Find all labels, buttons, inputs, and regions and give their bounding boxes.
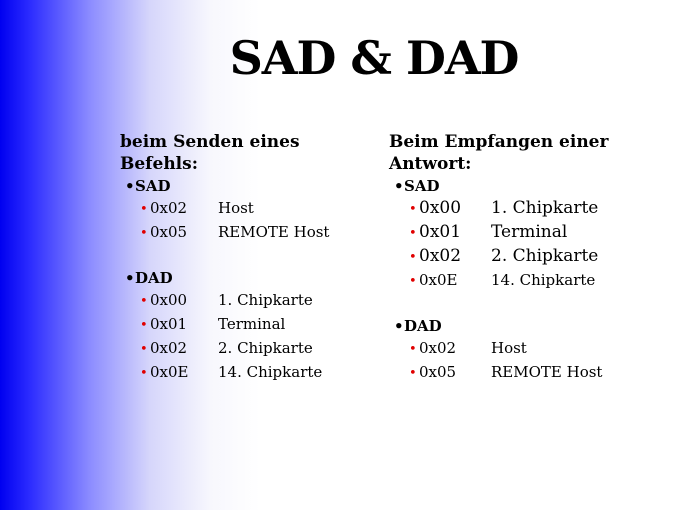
bullet-icon: •	[394, 317, 404, 335]
receiving-dad-label: •DAD	[394, 317, 442, 335]
address-description: 14. Chipkarte	[491, 271, 596, 289]
bullet-icon: •	[409, 342, 417, 357]
bullet-icon: •	[140, 202, 148, 217]
address-description: REMOTE Host	[218, 223, 330, 241]
address-code: 0x05	[150, 223, 188, 241]
list-item	[409, 197, 669, 221]
receiving-column	[389, 131, 669, 385]
sending-heading-line1: beim Senden eines	[120, 132, 300, 152]
list-item	[140, 361, 380, 385]
sending-sad-label: •SAD	[125, 177, 171, 195]
address-code: 0x05	[419, 363, 457, 381]
sending-dad-label: •DAD	[125, 269, 173, 287]
sending-column	[120, 131, 380, 385]
address-code: 0x00	[419, 198, 462, 218]
list-item	[140, 337, 380, 361]
address-code: 0x01	[150, 315, 188, 333]
address-description: Terminal	[218, 315, 286, 333]
list-item	[409, 361, 669, 385]
address-code: 0x02	[419, 246, 462, 266]
address-code: 0x0E	[150, 363, 189, 381]
address-code: 0x00	[150, 291, 188, 309]
address-code: 0x0E	[419, 271, 458, 289]
bullet-icon: •	[140, 318, 148, 333]
bullet-icon: •	[125, 269, 135, 287]
address-description: REMOTE Host	[491, 363, 603, 381]
spacer	[389, 293, 669, 315]
list-item	[409, 269, 669, 293]
receiving-heading-line2: Antwort:	[389, 154, 472, 174]
address-code: 0x02	[419, 339, 457, 357]
spacer	[120, 245, 380, 267]
bullet-icon: •	[125, 177, 135, 195]
bullet-icon: •	[140, 226, 148, 241]
list-item	[409, 245, 669, 269]
list-item	[409, 337, 669, 361]
address-description: 1. Chipkarte	[218, 291, 313, 309]
address-code: 0x01	[419, 222, 462, 242]
address-description: Host	[218, 199, 254, 217]
list-item	[140, 289, 380, 313]
receiving-sad-label: •SAD	[394, 177, 440, 195]
slide-title: SAD & DAD	[229, 31, 519, 85]
bullet-icon: •	[140, 294, 148, 309]
sending-heading-line2: Befehls:	[120, 154, 198, 174]
bullet-icon: •	[409, 274, 417, 289]
bullet-icon: •	[140, 366, 148, 381]
bullet-icon: •	[409, 226, 417, 241]
address-description: Host	[491, 339, 527, 357]
list-item	[140, 221, 380, 245]
address-description: 14. Chipkarte	[218, 363, 323, 381]
bullet-icon: •	[394, 177, 404, 195]
address-code: 0x02	[150, 339, 188, 357]
address-description: 2. Chipkarte	[491, 246, 599, 266]
list-item	[140, 313, 380, 337]
bullet-icon: •	[409, 250, 417, 265]
bullet-icon: •	[409, 202, 417, 217]
address-code: 0x02	[150, 199, 188, 217]
address-description: 1. Chipkarte	[491, 198, 599, 218]
bullet-icon: •	[140, 342, 148, 357]
address-description: 2. Chipkarte	[218, 339, 313, 357]
list-item	[140, 197, 380, 221]
list-item	[409, 221, 669, 245]
receiving-heading-line1: Beim Empfangen einer	[389, 132, 609, 152]
bullet-icon: •	[409, 366, 417, 381]
address-description: Terminal	[491, 222, 568, 242]
